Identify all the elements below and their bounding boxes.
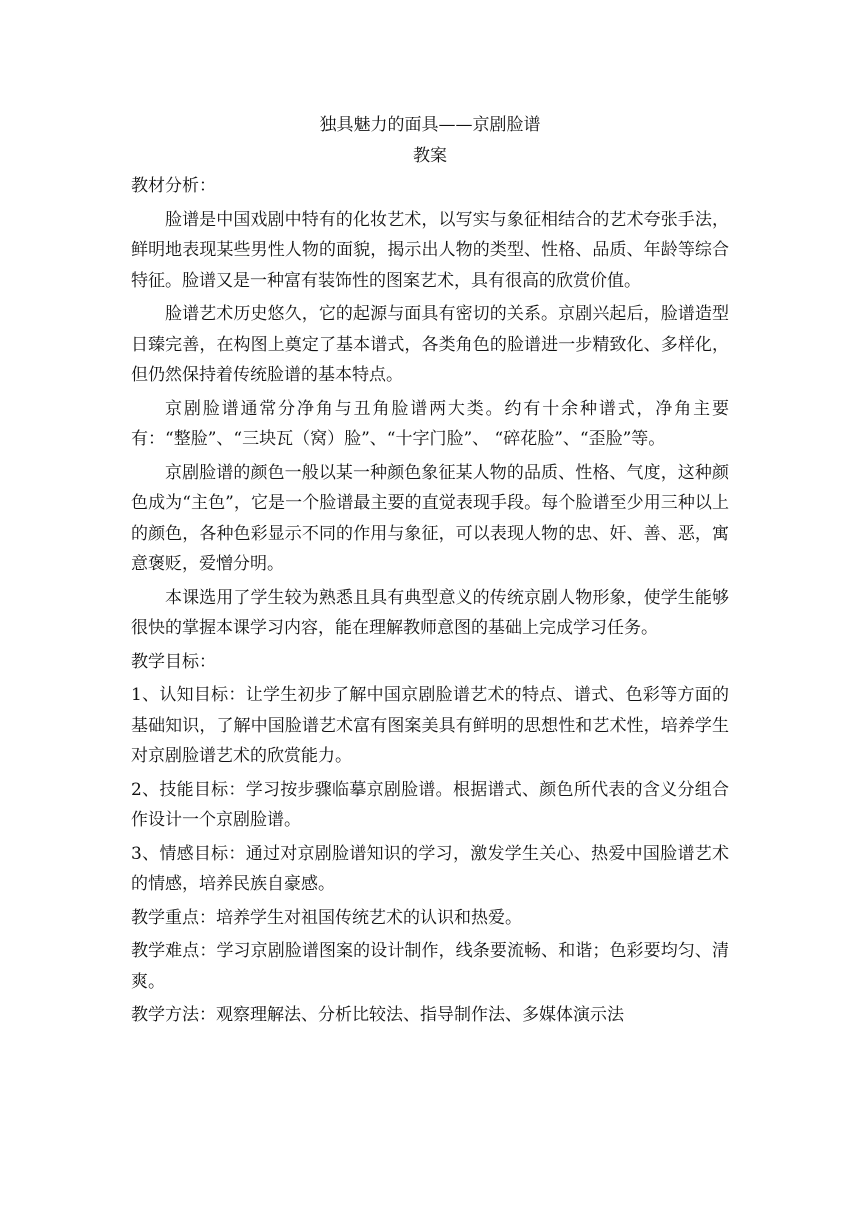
key-point: 教学重点：培养学生对祖国传统艺术的认识和热爱。	[131, 907, 522, 928]
analysis-paragraph: 本课选用了学生较为熟悉且具有典型意义的传统京剧人物形象，使学生能够很快的掌握本课学习内容，能在理解教师意图的基础上完成学习任务。	[131, 587, 729, 638]
goal-item: 1、认知目标：让学生初步了解中国京剧脸谱艺术的特点、谱式、色彩等方面的基础知识，了解中国脸谱艺术富有图案美具有鲜明的思想性和艺术性，培养学生对京剧脸谱艺术的欣赏能力。	[131, 685, 729, 766]
analysis-paragraph: 京剧脸谱的颜色一般以某一种颜色象征某人物的品质、性格、气度，这种颜色成为“主色”，它是一个脸谱最主要的直觉表现手段。每个脸谱至少用三种以上的颜色，各种色彩显示不同的作用与象征，可以表现人物的忠、奸、善、恶，寓意褒贬，爱憎分明。	[131, 462, 729, 574]
goal-item: 3、情感目标：通过对京剧脸谱知识的学习，激发学生关心、热爱中国脸谱艺术的情感，培养民族自豪感。	[131, 843, 729, 894]
analysis-paragraph: 京剧脸谱通常分净角与丑角脸谱两大类。约有十余种谱式，净角主要有：“整脸”、“三块瓦（窝）脸”、“十字门脸”、 “碎花脸”、“歪脸”等。	[131, 398, 729, 449]
goal-item: 2、技能目标：学习按步骤临摹京剧脸谱。根据谱式、颜色所代表的含义分组合作设计一个京剧脸谱。	[131, 779, 729, 830]
document-title: 独具魅力的面具——京剧脸谱	[319, 115, 541, 135]
analysis-paragraph: 脸谱是中国戏剧中特有的化妆艺术，以写实与象征相结合的艺术夸张手法，鲜明地表现某些男性人物的面貌，揭示出人物的类型、性格、品质、年龄等综合特征。脸谱又是一种富有装饰性的图案艺术，具有很高的欣赏价值。	[131, 209, 729, 291]
document-body	[131, 110, 729, 1034]
section-heading-goals: 教学目标：	[131, 651, 216, 672]
difficulty: 教学难点：学习京剧脸谱图案的设计制作，线条要流畅、和谐；色彩要均匀、清爽。	[131, 941, 729, 992]
teaching-methods: 教学方法：观察理解法、分析比较法、指导制作法、多媒体演示法	[131, 1005, 624, 1025]
document-subtitle: 教案	[413, 145, 447, 166]
section-heading-analysis: 教材分析：	[131, 176, 216, 196]
analysis-paragraph: 脸谱艺术历史悠久，它的起源与面具有密切的关系。京剧兴起后，脸谱造型日臻完善，在构图上奠定了基本谱式，各类角色的脸谱进一步精致化、多样化，但仍然保持着传统脸谱的基本特点。	[131, 304, 729, 385]
